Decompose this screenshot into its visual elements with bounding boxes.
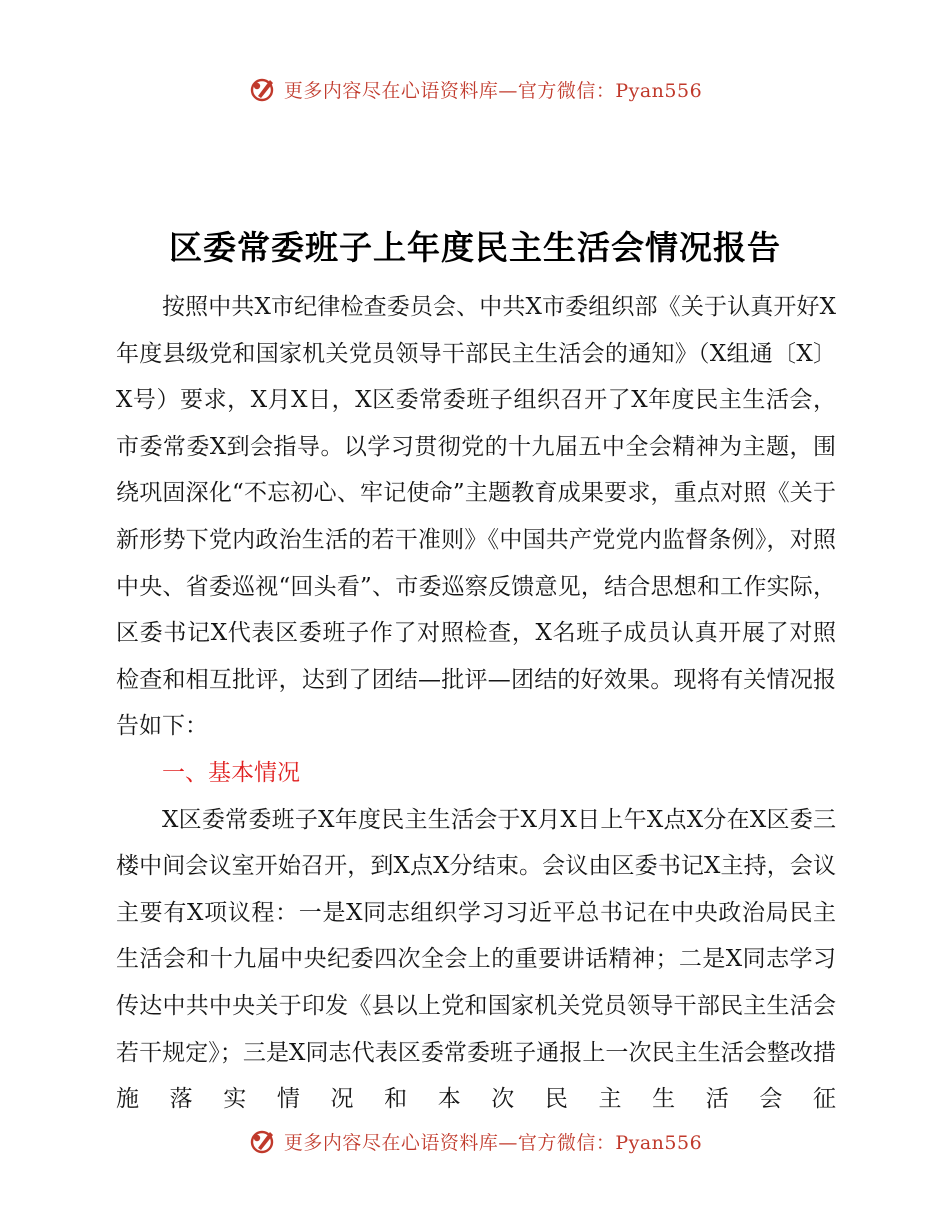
pen-nib-logo-icon: [248, 74, 278, 104]
watermark-text: 更多内容尽在心语资料库—官方微信：Pyan556: [283, 1131, 703, 1154]
document-body: [116, 284, 836, 1123]
watermark-footer: [0, 1124, 950, 1158]
section-heading: 一、基本情况: [162, 759, 300, 786]
intro-paragraph: 按照中共X市纪律检查委员会、中共X市委组织部《关于认真开好X年度县级党和国家机关党员领导干部民主生活会的通知》（X组通〔X〕X号）要求，X月X日，X区委常委班子组织召开了X年度民主生活会，市委常委X到会指导。以学习贯彻党的十九届五中全会精神为主题，围绕巩固深化“不忘初心、牢记使命”主题教育成果要求，重点对照《关于新形势下党内政治生活的若干准则》《中国共产党党内监督条例》，对照中央、省委巡视“回头看”、市委巡察反馈意见，结合思想和工作实际，区委书记X代表区委班子作了对照检查，X名班子成员认真开展了对照检查和相互批评，达到了团结—批评—团结的好效果。现将有关情况报告如下：: [116, 294, 836, 740]
pen-nib-logo-icon: [248, 1126, 278, 1156]
document-title: 区委常委班子上年度民主生活会情况报告: [169, 228, 781, 267]
watermark-header: [0, 72, 950, 106]
section-paragraph: X区委常委班子X年度民主生活会于X月X日上午X点X分在X区委三楼中间会议室开始召开，到X点X分结束。会议由区委书记X主持，会议主要有X项议程：一是X同志组织学习习近平总书记在中央政治局民主生活会和十九届中央纪委四次全会上的重要讲话精神；二是X同志学习传达中共中央关于印发《县以上党和国家机关党员领导干部民主生活会若干规定》；三是X同志代表区委常委班子通报上一次民主生活会整改措施落实情况和本次民主生活会征: [116, 806, 836, 1113]
watermark-text: 更多内容尽在心语资料库—官方微信：Pyan556: [283, 79, 703, 102]
